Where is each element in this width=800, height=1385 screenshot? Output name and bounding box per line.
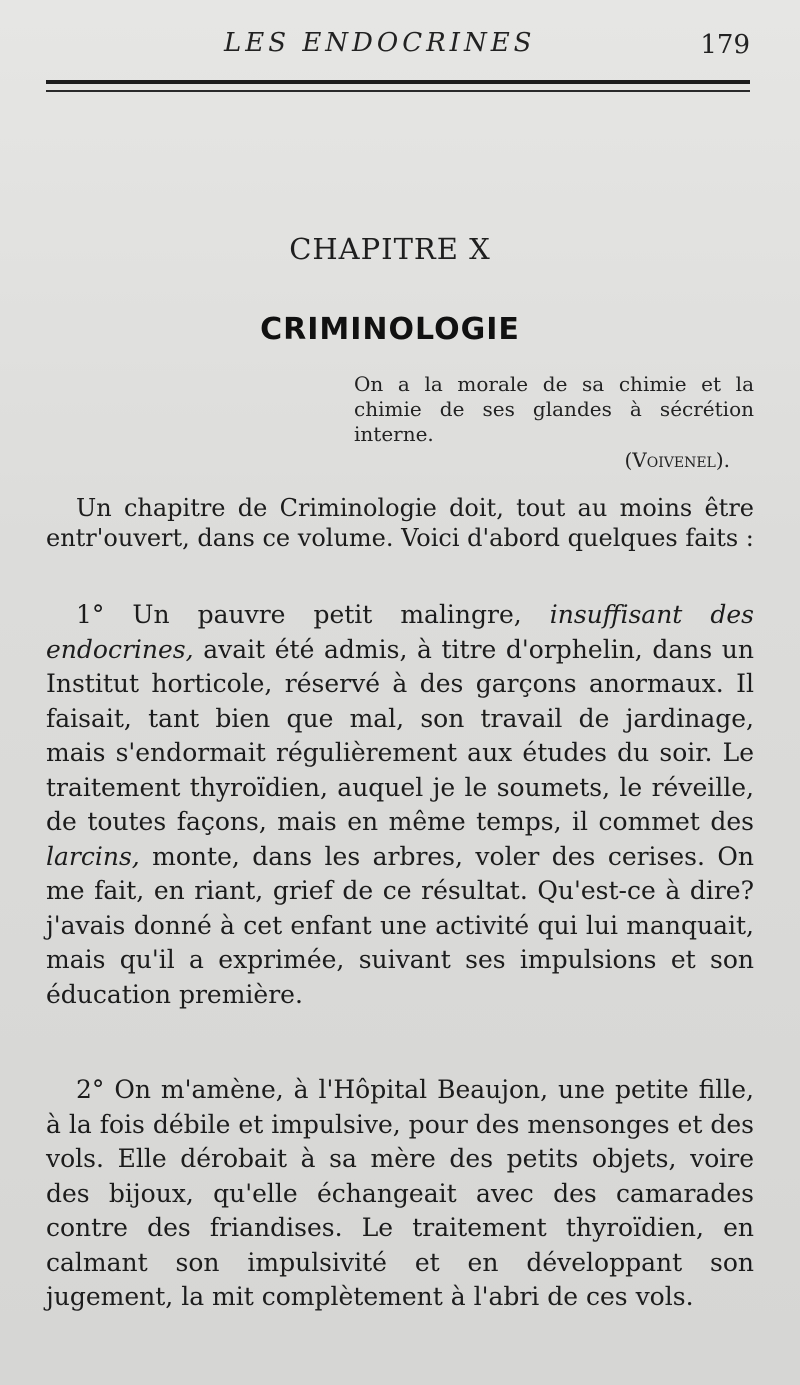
paragraph-intro	[46, 493, 754, 553]
chapter-label: CHAPITRE X	[289, 232, 491, 266]
case-1-text-a: Un pauvre petit malingre,	[132, 600, 522, 629]
header-rule-thick	[46, 80, 750, 84]
epigraph-quote: On a la morale de sa chimie et la chimie de ses glandes à sécrétion interne.	[354, 372, 754, 446]
paragraph-case-2	[46, 1073, 754, 1315]
case-2-number: 2°	[76, 1075, 105, 1104]
case-1-italic-a: insuffisant des endocrines,	[46, 600, 754, 664]
case-1-text-b: avait été admis, à titre d'orphelin, dans un Institut horticole, réservé à des garçons anormaux. Il faisait, tant bien que mal, son travail de jardinage, mais s'endormait régulièrement aux études du soir. Le traitement thyroïdien, auquel je le soumets, le réveille, de toutes façons, mais en même temps, il commet des	[46, 634, 754, 836]
header-rule-thin	[46, 90, 750, 92]
case-1-italic-b: larcins,	[46, 841, 140, 871]
running-title: LES ENDOCRINES	[224, 28, 536, 58]
page-header	[46, 28, 750, 68]
epigraph-attribution: (Voivenel).	[624, 448, 730, 472]
case-1-number: 1°	[76, 600, 105, 629]
case-1-text-c: monte, dans les arbres, voler des cerises. On me fait, en riant, grief de ce résultat. Qu'est-ce à dire? j'avais donné à cet enfant une activité qui lui manquait, mais qu'il a exprimée, suivant ses impulsions et son éducation première.	[46, 841, 754, 1009]
paragraph-intro-text: Un chapitre de Criminologie doit, tout au moins être entr'ouvert, dans ce volume. Voici d'abord quelques faits :	[46, 494, 754, 552]
paragraph-case-1	[46, 598, 754, 1012]
case-2-text: On m'amène, à l'Hôpital Beaujon, une petite fille, à la fois débile et impulsive, pour des mensonges et des vols. Elle dérobait à sa mère des petits objets, voire des bijoux, qu'elle échangeait avec des camarades contre des friandises. Le traitement thyroïdien, en calmant son impulsivité et en développant son jugement, la mit complètement à l'abri de ces vols.	[46, 1075, 754, 1311]
page-number: 179	[700, 30, 750, 60]
chapter-title: CRIMINOLOGIE	[260, 312, 520, 347]
